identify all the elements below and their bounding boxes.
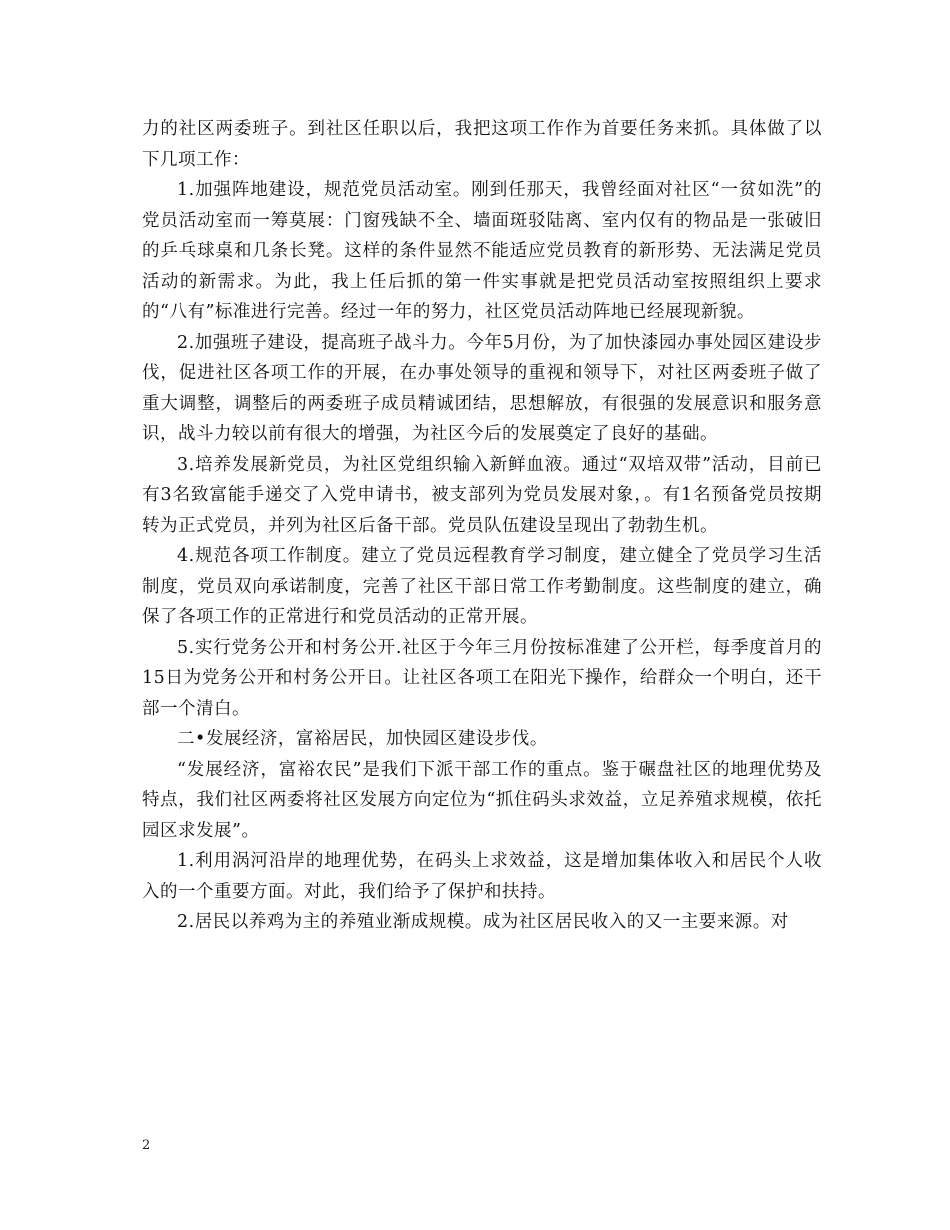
paragraph-item-4: 4.规范各项工作制度。建立了党员远程教育学习制度，建立健全了党员学习生活制度，党员双向承诺制度，完善了社区干部日常工作考勤制度。这些制度的建立，确保了各项工作的正常进行和党员活动的正常开展。 (142, 546, 822, 627)
paragraph-item-5: 5.实行党务公开和村务公开.社区于今年三月份按标准建了公开栏，每季度首月的15日为党务公开和村务公开日。让社区各项工在阳光下操作，给群众一个明白，还干部一个清白。 (142, 637, 822, 719)
paragraph-econ-item-2: 2.居民以养鸡为主的养殖业渐成规模。成为社区居民收入的又一主要来源。对 (177, 912, 789, 932)
section-heading-two: 二•发展经济，富裕居民，加快园区建设步伐。 (177, 729, 548, 749)
paragraph-continuation: 力的社区两委班子。到社区任职以后，我把这项工作作为首要任务来抓。具体做了以下几项工作： (142, 119, 822, 170)
page-number: 2 (142, 1138, 151, 1153)
document-body (142, 114, 822, 938)
paragraph-section-intro: “发展经济，富裕农民”是我们下派干部工作的重点。鉴于碾盘社区的地理优势及特点，我们社区两委将社区发展方向定位为“抓住码头求效益，立足养殖求规模，依托园区求发展”。 (142, 759, 822, 841)
paragraph-item-3: 3.培养发展新党员，为社区党组织输入新鲜血液。通过“双培双带”活动，目前已有3名致富能手递交了入党申请书，被支部列为党员发展对象，。有1名预备党员按期转为正式党员，并列为社区后备干部。党员队伍建设呈现出了勃勃生机。 (142, 454, 822, 536)
paragraph-item-2: 2.加强班子建设，提高班子战斗力。今年5月份，为了加快漆园办事处园区建设步伐，促进社区各项工作的开展，在办事处领导的重视和领导下，对社区两委班子做了重大调整，调整后的两委班子成员精诚团结，思想解放，有很强的发展意识和服务意识，战斗力较以前有很大的增强，为社区今后的发展奠定了良好的基础。 (142, 332, 822, 444)
paragraph-econ-item-1: 1.利用涡河沿岸的地理优势，在码头上求效益，这是增加集体收入和居民个人收入的一个重要方面。对此，我们给予了保护和扶持。 (142, 851, 822, 902)
paragraph-item-1: 1.加强阵地建设，规范党员活动室。刚到任那天，我曾经面对社区“一贫如洗”的党员活动室而一筹莫展：门窗残缺不全、墙面斑驳陆离、室内仅有的物品是一张破旧的乒乓球桌和几条长凳。这样的条件显然不能适应党员教育的新形势、无法满足党员活动的新需求。为此，我上任后抓的第一件实事就是把党员活动室按照组织上要求的“八有”标准进行完善。经过一年的努力，社区党员活动阵地已经展现新貌。 (142, 180, 822, 322)
